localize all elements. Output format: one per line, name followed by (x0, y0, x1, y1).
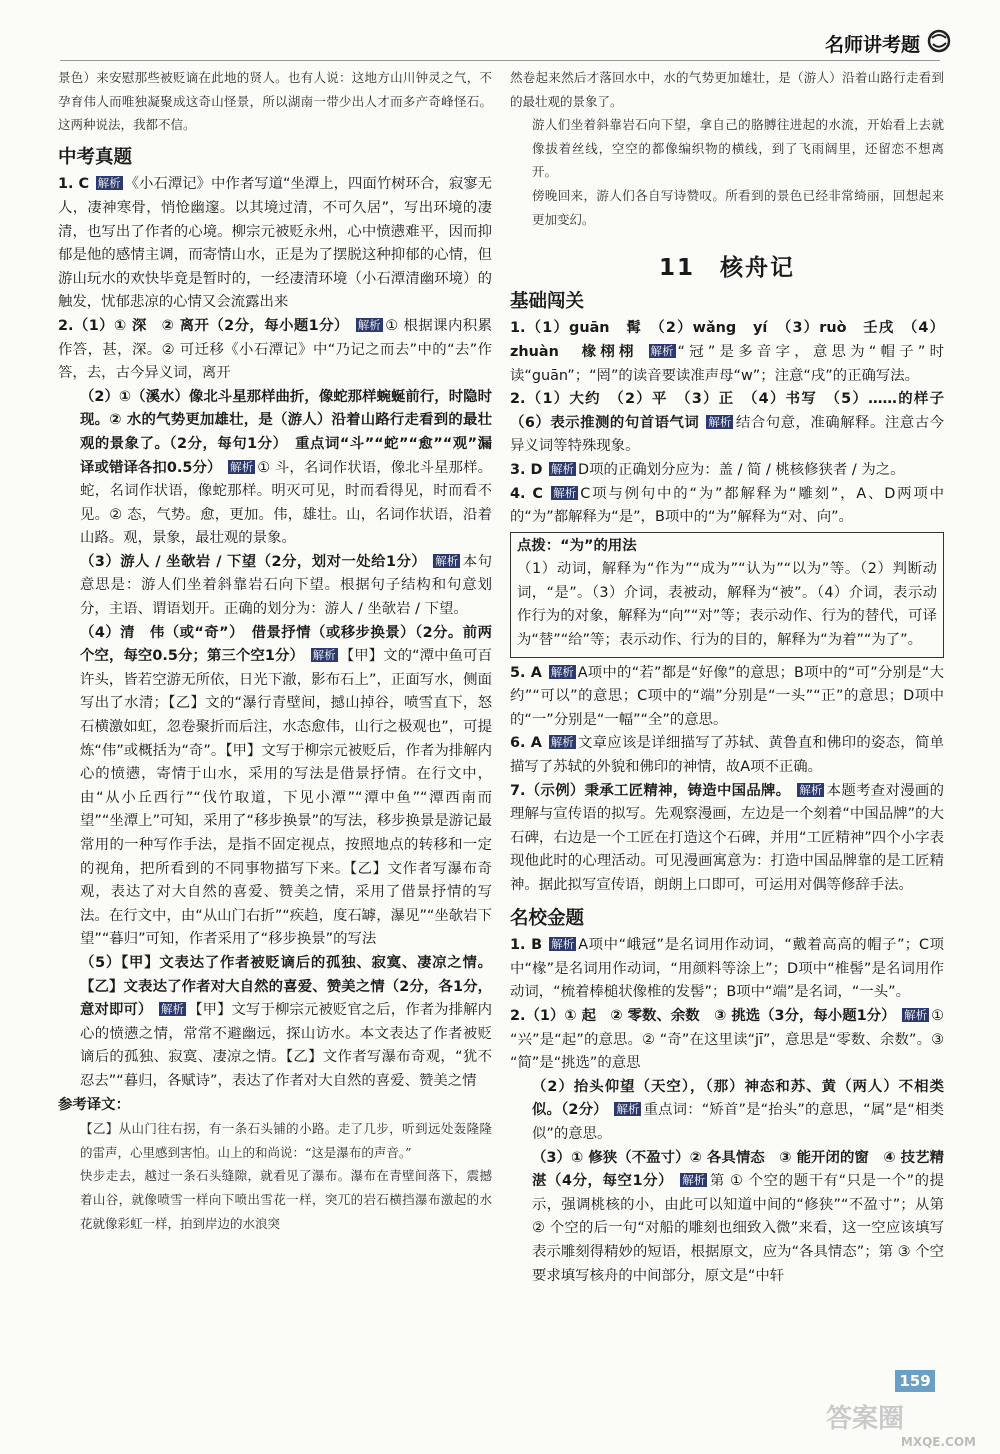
analysis-text: ① “兴”是“起”的意思。② “奇”在这里读“jī”，意思是“零数、余数”。③ “简”是“挑选”的意思 (510, 1007, 944, 1072)
section-title: 中考真题 (58, 146, 133, 168)
analysis-text: D项的正确划分应为：盖 / 简 / 桃核修狭者 / 为之。 (578, 461, 905, 478)
answer-item (58, 315, 492, 386)
analysis-text: 重点词：“矫首”是“抬头”的意思，“属”是“相类似”的意思。 (532, 1102, 944, 1142)
answer-number: 4. C (510, 485, 543, 502)
answer-item (510, 934, 944, 1005)
translation-paragraph: 游人们坐着斜靠岩石向下望，拿自己的胳膊往进起的水流，开始看上去就像拔着丝线，空空的都像编织物的横线，到了飞雨阔里，还留恋不想离开。 (532, 117, 944, 180)
answer-number: 5. A (510, 664, 542, 681)
answer-item (510, 732, 944, 779)
tip-text: （1）动词，解释为“作为”“成为”“认为”“以为”等。（2）判断动词，“是”。（3）介词，表被动，解释为“被”。（4）介词，表示动作行为的对象，解释为“向”“对”等；表示动作、行为的替代，可译为“替”“给”等；表示动作、行为的目的，解释为“为着”“为了”。 (517, 561, 937, 649)
answer-number: 3. D (510, 461, 543, 478)
analysis-text: 文章应该是详细描写了苏轼、黄鲁直和佛印的姿态，简单描写了苏轼的外貌和佛印的神情，故A项不正确。 (510, 735, 944, 776)
analysis-text: 【甲】文的“潭中鱼可百许头，皆若空游无所依，日光下澈，影布石上”，正面写水，侧面写出了水清；【乙】文的“瀑行青壁间，撼山掉谷，喷雪直下，怒石横激如虹，忽卷聚折而后注，水态愈伟，山行之极观也”，可提炼“伟”或概括为“奇”。【甲】文写于柳宗元被贬后，作者为排解内心的愤懑，寄情于山水，采用的写法是借景抒情。在行文中，由“从小丘西行”“伐竹取道，下见小潭”“潭中鱼”“潭西南而望”“坐潭上”可知，采用了“移步换景”的写法，移步换景是游记最常用的一种写作手法，是指不固定视点，按照地点的转移和一定的视角，把所看到的不同事物描写下来。【乙】文作者写瀑布奇观，表达了对大自然的喜爱、赞美之情，采用了借景抒情的写法。在行文中，由“从山门右折”“疾趋，度石罅，瀑见”“坐欹岩下望”“暮归”可知，作者采用了“移步换景”的写法 (80, 648, 492, 948)
watermark-url: MXQE.COM (900, 1435, 976, 1449)
analysis-tag: 解析 (97, 176, 121, 191)
analysis-tag: 解析 (904, 1007, 928, 1022)
answer-number: 1. C (58, 176, 90, 193)
answer-text: （4）清 伟（或“奇”） 借景抒情（或移步换景）（2分。前两个空，每空0.5分；第三个空1分） (80, 624, 492, 665)
reference-title: 参考译文： (58, 1096, 130, 1113)
analysis-tag: 解析 (708, 414, 732, 429)
tip-box (510, 532, 944, 658)
answer-item (510, 780, 944, 898)
answer-text: 7.（示例）秉承工匠精神，铸造中国品牌。 (510, 782, 791, 799)
answer-text: （3）① 修狭（不盈寸）② 各具情态 ③ 能开闭的窗 ④ 技艺精湛（4分，每空1分） (532, 1149, 944, 1190)
answer-item (58, 952, 492, 1094)
analysis-tag: 解析 (553, 485, 577, 500)
answer-item (58, 173, 492, 315)
lesson-title: 11 核舟记 (658, 255, 795, 282)
brand-logo-icon (926, 28, 952, 54)
answer-text: 2.（1）① 起 ② 零数、余数 ③ 挑选（3分，每小题1分） (510, 1007, 896, 1024)
analysis-text: ① 根据课内积累作答，甚，深。② 可迁移《小石潭记》中“乃记之而去”中的“去”作答，去，古今异义词，离开 (58, 317, 492, 382)
analysis-text: 第 ① 个空的题干有“只是一个”的提示，强调桃核的小，由此可以知道中间的“修狭”“不盈寸”；从第 ② 个空的后一句“对船的雕刻也细致入微”来看，这一空应该填写表示雕刻得精妙的短语，根据原文，应为“各具情态”；第 ③ 个空要求填写核舟的中间部分，原文是“中轩 (532, 1173, 944, 1284)
analysis-tag: 解析 (799, 782, 823, 797)
answer-text: （5）【甲】文表达了作者被贬谪后的孤独、寂寞、凄凉之情。【乙】文表达了作者对大自然的喜爱、赞美之情（2分，各1分，意对即可） (80, 954, 492, 1019)
analysis-tag: 解析 (551, 461, 575, 476)
section-title: 基础闯关 (510, 290, 585, 312)
analysis-tag: 解析 (230, 459, 254, 474)
analysis-tag: 解析 (312, 648, 336, 663)
analysis-text: 【甲】文写于柳宗元被贬官之后，作者为排解内心的愤懑之情，常常不避幽远，探山访水。本文表达了作者被贬谪后的孤独、寂寞、凄凉之情。【乙】文作者写瀑布奇观，“犹不忍去”“暮归，各赋诗”，表达了作者对大自然的喜爱、赞美之情 (80, 1002, 492, 1089)
tip-title: 点拨：“为”的用法 (517, 537, 637, 554)
answer-text: （2）①（溪水）像北斗星那样曲折，像蛇那样蜿蜒前行，时隐时现。② 水的气势更加雄壮，是（游人）沿着山路行走看到的最壮观的景象了。（2分，每句1分） 重点词“斗”“蛇”“愈”“观”漏译或错译各扣0.5分） (80, 388, 492, 476)
analysis-text: 本题考查对漫画的理解与宣传语的拟写。先观察漫画，左边是一个刻着“中国品牌”的大石碑，右边是一个工匠在打造这个石碑，并用“工匠精神”四个小字表现他此时的心理活动。可见漫画寓意为：打造中国品牌靠的是工匠精神。据此拟写宣传语，朗朗上口即可，可运用对偶等修辞手法。 (510, 782, 944, 893)
analysis-tag: 解析 (650, 343, 674, 358)
analysis-text: 《小石潭记》中作者写道“坐潭上，四面竹树环合，寂寥无人，凄神寒骨，悄怆幽邃。以其境过清，不可久居”，写出环境的凄清，也写出了作者的心境。柳宗元被贬永州，心中愤懑难平，因而抑郁是他的感情主调，而寄情山水，正是为了摆脱这种抑郁的心情，但游山玩水的欢快毕竟是暂时的，一经凄清环境（小石潭清幽环境）的触发，忧郁悲凉的心情又会流露出来 (58, 176, 492, 311)
translation-paragraph: 然卷起来然后才落回水中，水的气势更加雄壮，是（游人）沿着山路行走看到的最壮观的景象了。 (510, 70, 944, 109)
analysis-text: C项与例句中的“为”都解释为“雕刻”，A、D两项中的“为”都解释为“是”，B项中的“为”解释为“对、向”。 (510, 485, 944, 526)
section-title: 名校金题 (510, 907, 585, 929)
answer-text: 2.（1）大约 （2）平 （3）正 （4）书写 （5）……的样子 （6）表示推测的句首语气词 (510, 391, 959, 431)
answer-number: 6. A (510, 735, 542, 752)
analysis-text: “冠”是多音字，意思为“帽子”时读“guān”；“罔”的读音要读准声母“w”；注意“戌”的正确写法。 (510, 343, 944, 384)
analysis-tag: 解析 (551, 937, 575, 952)
header-title: 名师讲考题 (824, 34, 920, 56)
answer-item (510, 1005, 944, 1076)
answer-text: （2）抬头仰望（天空），（那）神态和苏、黄（两人）不相类似。（2分） (532, 1078, 944, 1119)
watermark-logo (826, 1398, 976, 1449)
analysis-tag: 解析 (550, 664, 574, 679)
analysis-text: 结合句意，准确解释。注意古今异义词等特殊现象。 (510, 414, 944, 455)
answer-item (510, 1147, 944, 1289)
watermark-text: 答案圈 (826, 1404, 905, 1434)
analysis-tag: 解析 (550, 735, 574, 750)
answer-text: 1.（1）guān 髯 （2）wǎng yí （3）ruò 壬戌 （4）zhuàn 椽栩栩 (510, 320, 944, 360)
answer-item (510, 662, 944, 733)
right-column (510, 66, 959, 1288)
answer-item (510, 459, 944, 483)
analysis-text: A项中“峨冠”是名词用作动词，“戴着高高的帽子”；C项中“椽”是名词用作动词，“用颜料等涂上”；D项中“椎髻”是名词用作动词，“梳着棒槌状像椎的发髻”；B项中“端”是名词，“一头”。 (510, 937, 944, 1001)
translation-paragraph: 景色）来安慰那些被贬谪在此地的贤人。也有人说：这地方山川钟灵之气，不孕育伟人而唯独凝聚成这奇山怪景，所以湖南一带少出人才而多产奇峰怪石。这两种说法，我都不信。 (58, 70, 492, 133)
answer-item (510, 483, 944, 530)
analysis-tag: 解析 (357, 317, 381, 332)
answer-item (510, 388, 959, 459)
answer-text: （3）游人 / 坐欹岩 / 下望（2分，划对一处给1分） (80, 553, 427, 570)
answer-item (510, 317, 944, 388)
analysis-tag: 解析 (616, 1102, 640, 1117)
answer-item (510, 1076, 944, 1147)
answer-text: 2.（1）① 深 ② 离开（2分，每小题1分） (58, 317, 349, 334)
answer-item (58, 622, 492, 952)
analysis-tag: 解析 (161, 1002, 185, 1017)
translation-paragraph: 快步走去，越过一条石头缝隙，就看见了瀑布。瀑布在青壁间落下，震撼着山谷，就像喷雪一样向下喷出雪花一样，突兀的岩石横挡瀑布激起的水花就像彩虹一样，拍到岸边的水浪突 (80, 1168, 492, 1231)
analysis-text: 本句意思是：游人们坐着斜靠岩石向下望。根据句子结构和句意划分，主语、谓语划开。正确的划分为：游人 / 坐欹岩 / 下望。 (80, 553, 492, 618)
answer-number: 1. B (510, 937, 543, 954)
header-rule (60, 60, 940, 61)
translation-paragraph: 傍晚回来，游人们各自写诗赞叹。所看到的景色已经非常绮丽，回想起来更加变幻。 (532, 187, 944, 227)
analysis-text: A项中的“若”都是“好像”的意思；B项中的“可”分别是“大约”“可以”的意思；C项中的“端”分别是“一头”“正”的意思；D项中的“一”分别是“一幅”“全”的意思。 (510, 664, 944, 728)
analysis-tag: 解析 (682, 1173, 706, 1188)
answer-item (58, 386, 492, 551)
analysis-tag: 解析 (435, 553, 459, 568)
analysis-text: ① 斗，名词作状语，像北斗星那样。蛇，名词作状语，像蛇那样。明灭可见，时而看得见，时而看不见。② 态，气势。愈，更加。伟，雄壮。山，名词作状语，沿着山路。观，景象，最壮观的景象。 (80, 459, 492, 547)
page-number: 159 (895, 1370, 935, 1392)
left-column (58, 66, 492, 1235)
translation-paragraph: 【乙】从山门往右拐，有一条石头铺的小路。走了几步，听到远处轰隆隆的雷声，心里感到害怕。山上的和尚说：“这是瀑布的声音。” (80, 1121, 492, 1160)
answer-item (58, 551, 492, 622)
